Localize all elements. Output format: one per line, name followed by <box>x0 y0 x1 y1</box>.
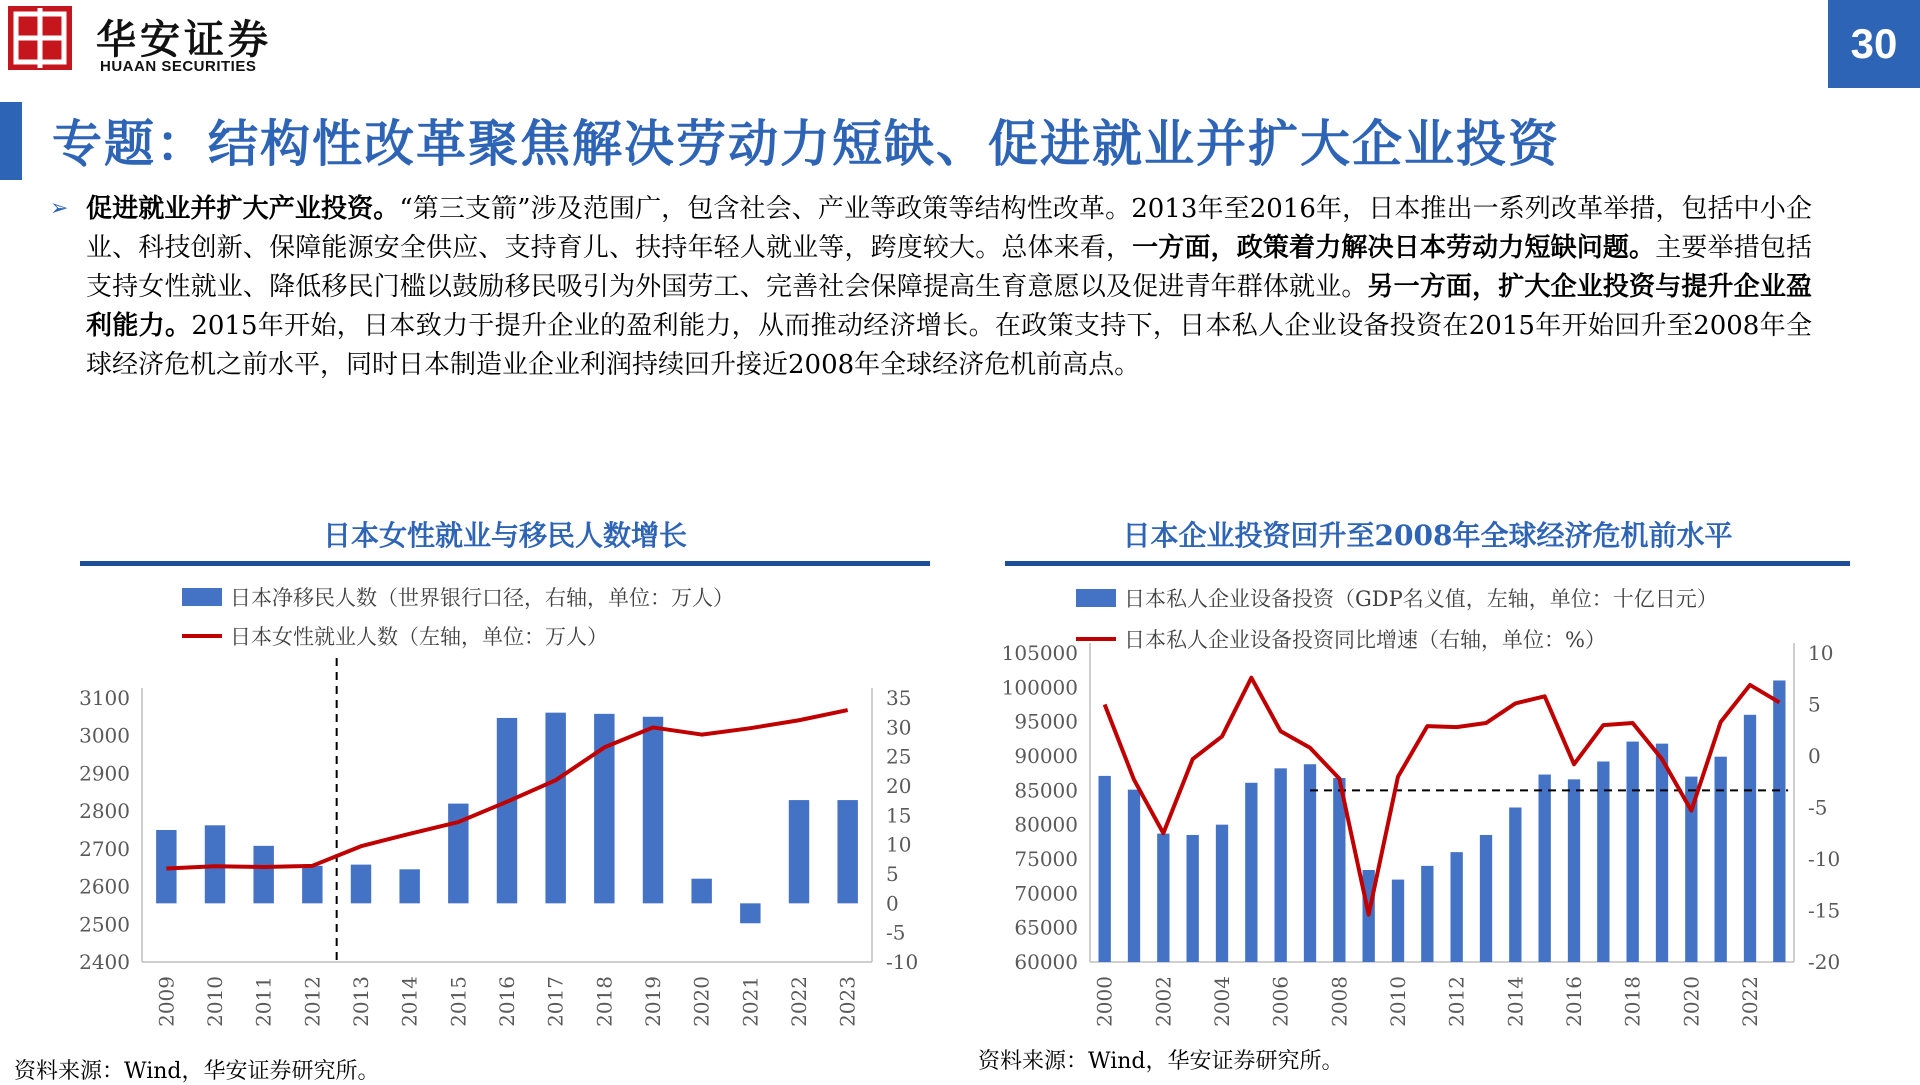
chart1-y-left-tick: 3100 <box>79 686 130 710</box>
chart1-x-tick: 2009 <box>154 976 179 1027</box>
chart2-title: 日本企业投资回升至2008年全球经济危机前水平 <box>1122 519 1733 552</box>
chart1-x-tick: 2012 <box>300 976 325 1027</box>
chart2-x-tick: 2006 <box>1268 976 1293 1027</box>
chart1-legend-bar-label: 日本净移民人数（世界银行口径，右轴，单位：万人） <box>230 586 734 610</box>
chart2-bar <box>1744 715 1756 962</box>
chart2-x-tick: 2012 <box>1444 976 1469 1027</box>
chart2-bar <box>1275 768 1287 962</box>
chart1-title: 日本女性就业与移民人数增长 <box>322 519 687 552</box>
chart2-y-left-tick: 105000 <box>1001 641 1078 665</box>
chart1-x-tick: 2021 <box>738 976 763 1027</box>
chart1-y-right-tick: 25 <box>886 744 912 769</box>
chart2-legend-line-label: 日本私人企业设备投资同比增速（右轴，单位：%） <box>1124 628 1606 652</box>
chart1-x-tick: 2013 <box>349 976 373 1027</box>
body-text-2: “第三支箭”涉及范围广，包含社会、产业等政策等结构性改革。2013年至2016年，日本推出一系列改革举措，包括中小企业、科技创新、保障能源安全供应、支持育儿、扶持年轻人就业等，跨度较大。总体来看， <box>86 194 1812 263</box>
chart2-y-left-tick: 100000 <box>1001 675 1078 700</box>
chart1-x-tick: 2023 <box>835 976 860 1027</box>
chart1-y-right-tick: 35 <box>886 686 912 710</box>
chart1-y-left-tick: 2600 <box>79 874 130 899</box>
logo-text: 华安证券 <box>96 16 272 63</box>
chart2-bar <box>1597 761 1609 962</box>
chart2-bar <box>1656 744 1668 962</box>
chart2-bar <box>1509 808 1521 963</box>
chart1-x-tick: 2010 <box>203 976 227 1027</box>
chart2-x-tick: 2022 <box>1738 976 1762 1027</box>
chart1-y-right-tick: 0 <box>886 891 899 916</box>
chart1-x-tick: 2020 <box>689 976 714 1027</box>
chart2-y-right-tick: 5 <box>1808 692 1821 717</box>
chart2-y-left-tick: 70000 <box>1014 881 1078 906</box>
chart2-bar <box>1392 880 1404 962</box>
chart2-bar <box>1568 779 1580 962</box>
page-title: 专题：结构性改革聚焦解决劳动力短缺、促进就业并扩大企业投资 <box>52 114 1560 173</box>
chart2-bar <box>1157 834 1169 962</box>
chart2-y-right-tick: 10 <box>1808 641 1834 665</box>
chart1-x-tick: 2022 <box>787 976 811 1027</box>
chart1-y-right-tick: -5 <box>886 920 906 945</box>
chart2-bar <box>1451 852 1463 962</box>
chart1-y-left-tick: 3000 <box>79 723 130 748</box>
chart1-y-left-tick: 2900 <box>79 761 130 786</box>
chart2-x-tick: 2004 <box>1210 976 1234 1027</box>
chart1-x-tick: 2015 <box>446 976 471 1027</box>
chart2-bar <box>1480 835 1492 962</box>
chart1-y-right-tick: 15 <box>886 803 912 828</box>
chart1-x-tick: 2017 <box>543 976 568 1027</box>
chart2-bar <box>1421 866 1433 962</box>
logo-en: HUAAN SECURITIES <box>100 58 257 75</box>
chart2-line-series <box>1105 678 1780 915</box>
chart2-y-right-tick: -20 <box>1808 950 1841 974</box>
chart2-bar <box>1099 776 1111 962</box>
page-number: 30 <box>1828 0 1920 88</box>
chart2-y-left-tick: 80000 <box>1014 812 1078 837</box>
chart2-bar <box>1245 783 1257 962</box>
chart2-x-tick: 2018 <box>1620 976 1645 1027</box>
chart1-y-left-tick: 2800 <box>79 799 130 824</box>
chart1-x-tick: 2011 <box>251 976 276 1027</box>
source-note-right: 资料来源：Wind，华安证券研究所。 <box>978 1049 1344 1074</box>
chart2-y-left-tick: 90000 <box>1014 744 1078 768</box>
chart1-y-right-tick: 20 <box>886 774 912 798</box>
chart1-x-tick: 2016 <box>495 976 519 1027</box>
chart2-bar <box>1304 764 1316 962</box>
chart1-y-right-tick: 5 <box>886 862 899 886</box>
body-bold-5: 另一方面，扩大企业投资与提升企业盈利能力。 <box>86 272 1812 341</box>
chart2-y-left-tick: 95000 <box>1014 709 1078 734</box>
bullet-arrow-icon: ➢ <box>50 196 69 221</box>
chart2-x-tick: 2016 <box>1562 976 1586 1027</box>
chart2-y-left-tick: 60000 <box>1014 950 1078 974</box>
chart2-y-right-tick: -10 <box>1808 847 1841 871</box>
body-bold-3: 一方面，政策着力解决日本劳动力短缺问题。 <box>1132 233 1656 263</box>
chart2-y-right-tick: -5 <box>1808 795 1828 820</box>
chart2-y-right-tick: -15 <box>1808 898 1841 923</box>
source-note-left: 资料来源：Wind，华安证券研究所。 <box>14 1059 380 1084</box>
body-bold-1: 促进就业并扩大产业投资。 <box>86 194 400 224</box>
chart2-bar <box>1715 757 1727 962</box>
chart1-y-left-tick: 2700 <box>79 836 130 861</box>
chart2-bar <box>1187 835 1199 962</box>
chart1-y-right-tick: 30 <box>886 715 912 740</box>
chart2-x-tick: 2002 <box>1151 976 1176 1027</box>
chart2-bar <box>1627 742 1639 962</box>
chart2-x-tick: 2010 <box>1386 976 1410 1027</box>
chart2-legend-bar-label: 日本私人企业设备投资（GDP名义值，左轴，单位：十亿日元） <box>1124 587 1718 611</box>
chart1-y-left-tick: 2500 <box>79 912 130 937</box>
chart2-y-left-tick: 75000 <box>1014 847 1078 871</box>
chart1-x-tick: 2014 <box>397 976 422 1027</box>
body-text-6: 2015年开始，日本致力于提升企业的盈利能力，从而推动经济增长。在政策支持下，日本私人企业设备投资在2015年开始回升至2008年全球经济危机之前水平，同时日本制造业企业利润持续回升接近2008年全球经济危机前高点。 <box>86 311 1812 380</box>
chart2-y-left-tick: 65000 <box>1014 915 1078 940</box>
body-text-4: 主要举措包括支持女性就业、降低移民门槛以鼓励移民吸引为外国劳工、完善社会保障提高生育意愿以及促进青年群体就业。 <box>86 233 1812 302</box>
chart1-x-tick: 2018 <box>592 976 617 1027</box>
chart2-y-right-tick: 0 <box>1808 744 1821 768</box>
chart2-bar <box>1539 775 1551 962</box>
chart2-bar <box>1773 680 1785 962</box>
chart1-y-right-tick: 10 <box>886 832 912 857</box>
chart2-bar <box>1128 790 1140 962</box>
chart1-legend-line-label: 日本女性就业人数（左轴，单位：万人） <box>230 625 608 649</box>
chart1-y-right-tick: -10 <box>886 950 919 974</box>
chart2-x-tick: 2008 <box>1327 976 1352 1027</box>
chart1-y-left-tick: 2400 <box>79 950 130 974</box>
chart2-x-tick: 2020 <box>1679 976 1704 1027</box>
chart2-bar <box>1216 825 1228 962</box>
chart2-legend-bar-swatch <box>1076 589 1116 607</box>
chart2-x-tick: 2014 <box>1503 976 1528 1027</box>
chart1-x-tick: 2019 <box>641 976 665 1027</box>
chart2-y-left-tick: 85000 <box>1014 778 1078 803</box>
chart2-x-tick: 2000 <box>1092 976 1117 1027</box>
